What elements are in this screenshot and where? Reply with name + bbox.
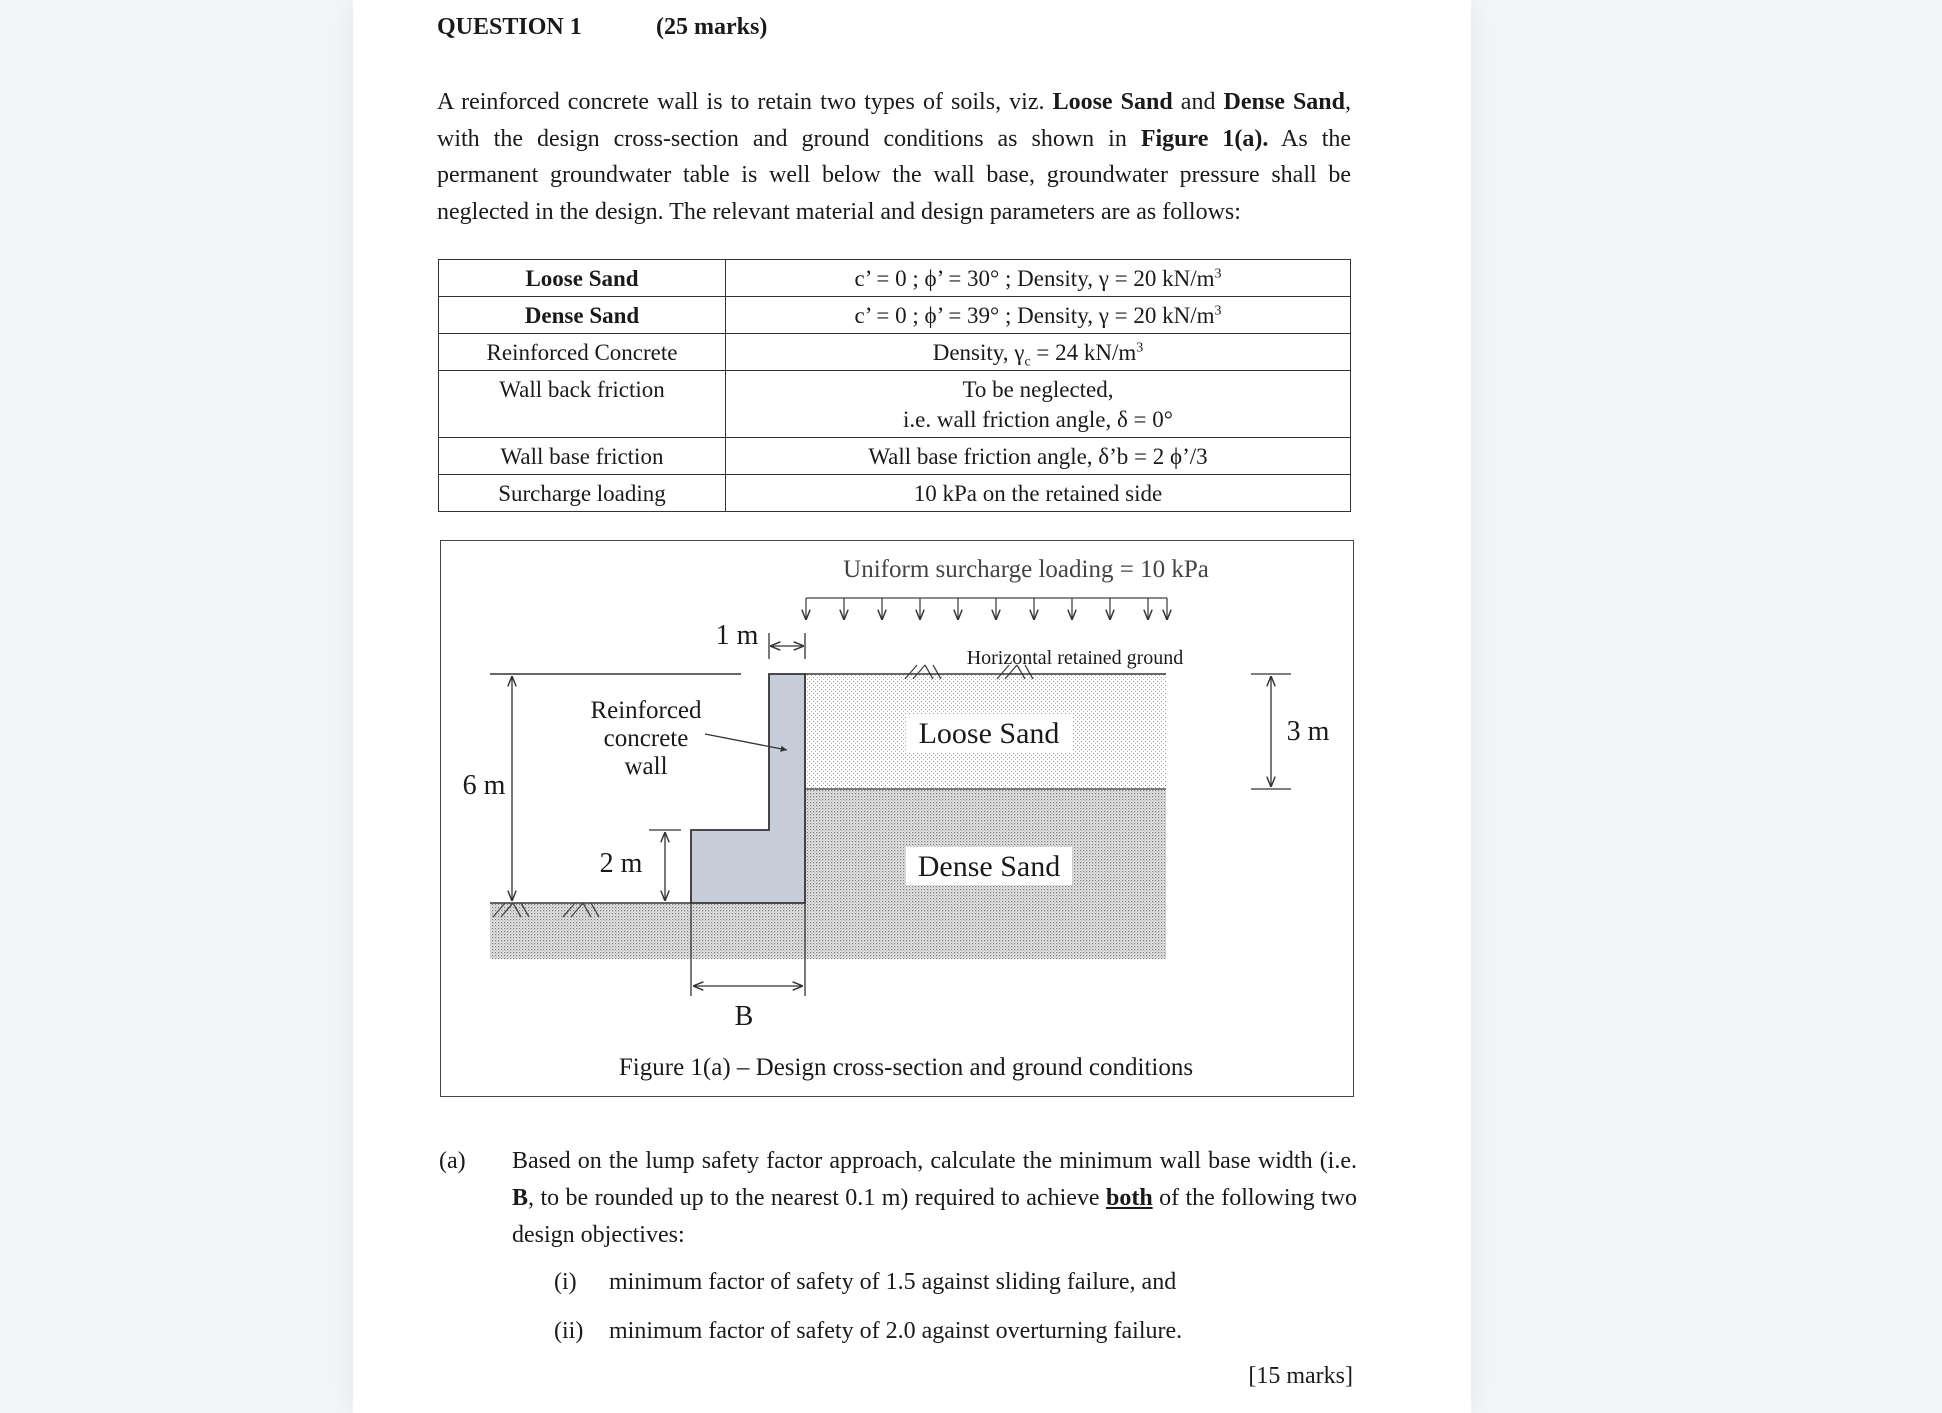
intro-bold-loose-sand: Loose Sand xyxy=(1052,89,1173,115)
param-value-text: Density, γ xyxy=(932,340,1025,365)
objective-number: (ii) xyxy=(554,1318,584,1344)
dense-sand-label: Dense Sand xyxy=(917,850,1061,883)
table-row xyxy=(439,260,1351,297)
param-value-sup: 3 xyxy=(1214,303,1222,319)
param-label: Reinforced Concrete xyxy=(439,334,726,371)
part-a-text-3: of the following two design objectives: xyxy=(512,1185,1357,1248)
table-row xyxy=(439,334,1351,371)
intro-text-4: As the permanent groundwater table is well below the wall base, groundwater pressure shall be neglected in the design. The relevant material and design parameters are as follows: xyxy=(437,125,1352,225)
wall-label-line3: wall xyxy=(624,753,668,780)
cross-section-diagram xyxy=(441,541,1353,1096)
param-value-text: To be neglected, xyxy=(962,377,1114,402)
intro-paragraph xyxy=(437,84,1351,230)
objective-text: minimum factor of safety of 2.0 against overturning failure. xyxy=(609,1318,1183,1344)
intro-bold-dense-sand: Dense Sand xyxy=(1223,89,1346,115)
param-value-sub: c xyxy=(1024,354,1031,370)
part-a-bold-b: B xyxy=(512,1185,529,1211)
foundation-soil-left xyxy=(490,903,805,959)
intro-text-1: A reinforced concrete wall is to retain two types of soils, viz. xyxy=(437,89,1053,115)
part-a-text-1: Based on the lump safety factor approach, calculate the minimum wall base width (i.e. xyxy=(512,1148,1357,1174)
surcharge-arrows xyxy=(806,598,1167,619)
figure-caption: Figure 1(a) – Design cross-section and ground conditions xyxy=(618,1054,1194,1081)
part-a-underline-both: both xyxy=(1105,1185,1153,1211)
question-title: QUESTION 1 xyxy=(437,14,582,40)
param-value-text: c’ = 0 ; ϕ’ = 39° ; Density, γ = 20 kN/m xyxy=(854,303,1215,328)
part-a-text-2: , to be rounded up to the nearest 0.1 m) required to achieve xyxy=(528,1185,1106,1211)
parameters-table xyxy=(438,259,1351,512)
loose-height-label: 3 m xyxy=(1286,716,1330,747)
total-height-label: 6 m xyxy=(462,770,506,801)
objective-number: (i) xyxy=(554,1269,577,1295)
dim-heel-height xyxy=(649,830,681,900)
param-value: Wall base friction angle, δ’b = 2 ϕ’/3 xyxy=(726,438,1351,475)
base-width-label: B xyxy=(734,1001,754,1032)
param-value: 10 kPa on the retained side xyxy=(726,475,1351,512)
table-row xyxy=(439,438,1351,475)
intro-text-3: , with the design cross-section and ground conditions as shown in xyxy=(437,89,1352,152)
param-label: Loose Sand xyxy=(439,260,726,297)
param-value-text-2: i.e. wall friction angle, δ = 0° xyxy=(903,407,1173,432)
param-value-sup: 3 xyxy=(1136,340,1144,356)
intro-text-2: and xyxy=(1172,89,1224,115)
param-value-sup: 3 xyxy=(1214,266,1222,282)
dim-wall-thickness xyxy=(769,633,805,659)
wall-label-line2: concrete xyxy=(603,725,689,752)
table-row xyxy=(439,297,1351,334)
part-a-text xyxy=(512,1143,1357,1254)
param-label: Dense Sand xyxy=(439,297,726,334)
param-label: Surcharge loading xyxy=(439,475,726,512)
intro-bold-figure-ref: Figure 1(a). xyxy=(1140,125,1269,152)
param-value xyxy=(726,334,1351,371)
param-label: Wall base friction xyxy=(439,438,726,475)
table-row xyxy=(439,475,1351,512)
document-page xyxy=(353,0,1471,1413)
wall-label-line1: Reinforced xyxy=(590,697,702,724)
surcharge-label: Uniform surcharge loading = 10 kPa xyxy=(843,556,1209,583)
param-value xyxy=(726,371,1351,438)
param-value-text: = 24 kN/m xyxy=(1030,340,1137,365)
param-value xyxy=(726,260,1351,297)
part-a-marks: [15 marks] xyxy=(1248,1363,1353,1389)
ground-label: Horizontal retained ground xyxy=(966,647,1184,669)
part-a-label: (a) xyxy=(439,1148,466,1174)
param-value xyxy=(726,297,1351,334)
table-row xyxy=(439,371,1351,438)
question-marks: (25 marks) xyxy=(656,14,768,40)
wall-thickness-label: 1 m xyxy=(715,620,759,651)
figure-cross-section xyxy=(440,540,1354,1097)
retaining-wall xyxy=(691,674,805,903)
loose-sand-label: Loose Sand xyxy=(918,717,1060,750)
dim-loose-sand-height xyxy=(1251,674,1291,789)
param-label: Wall back friction xyxy=(439,371,726,438)
param-value-text: c’ = 0 ; ϕ’ = 30° ; Density, γ = 20 kN/m xyxy=(854,266,1215,291)
objective-text: minimum factor of safety of 1.5 against sliding failure, and xyxy=(609,1269,1177,1295)
heel-height-label: 2 m xyxy=(599,848,643,879)
